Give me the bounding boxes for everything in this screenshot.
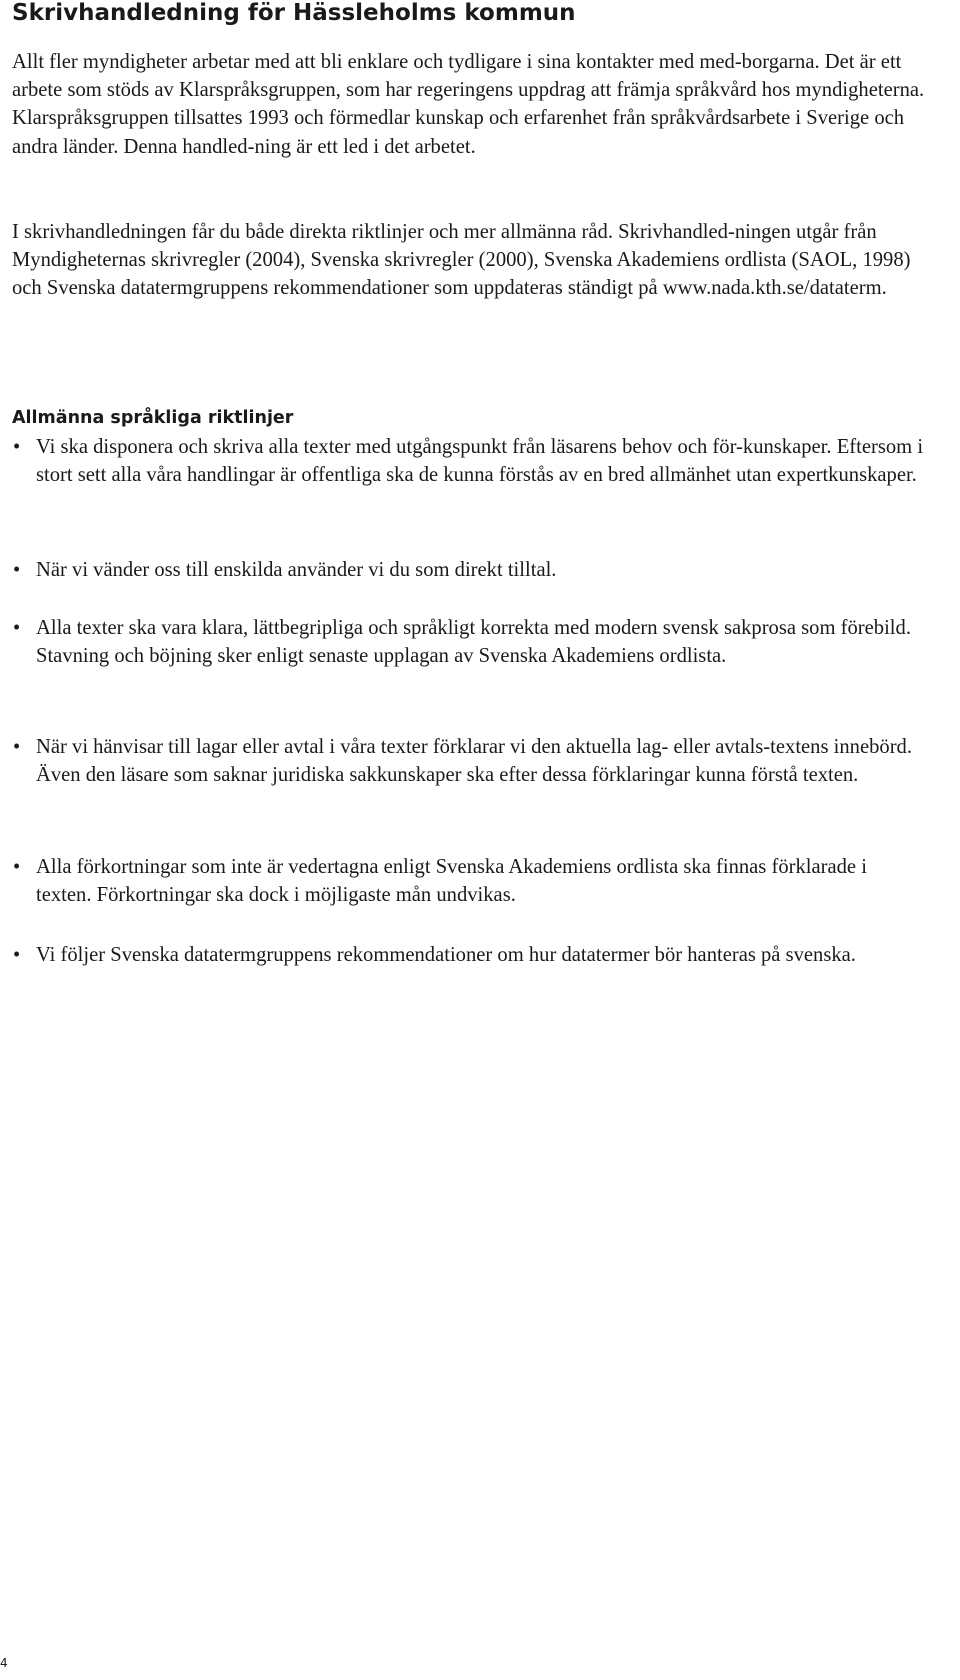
intro-paragraph-1: Allt fler myndigheter arbetar med att bli enklare och tydligare i sina kontakter med med-borgarna. Det är ett arbete som stöds av Klarspråksgruppen, som har regeringens uppdrag att främja språkvård hos myndigheterna. Klarspråksgruppen tillsattes 1993 och förmedlar kunskap och erfarenhet från språkvårdsarbete i Sverige och andra länder. Denna handled-ning är ett led i det arbetet. — [12, 51, 925, 158]
list-item — [12, 614, 927, 670]
bullet-icon: • — [13, 944, 21, 966]
list-item — [12, 853, 927, 909]
list-item-text: När vi vänder oss till enskilda använder vi du som direkt tilltal. — [36, 559, 557, 581]
bullet-icon: • — [13, 856, 21, 878]
page-number: 4 — [0, 1656, 8, 1670]
list-item — [12, 433, 927, 489]
list-item-text: Alla texter ska vara klara, lättbegripliga och språkligt korrekta med modern svensk sakprosa som förebild. Stavning och böjning sker enligt senaste upplagan av Svenska Akademiens ordlista. — [36, 617, 911, 668]
bullet-icon: • — [13, 617, 21, 639]
list-item-text: När vi hänvisar till lagar eller avtal i våra texter förklarar vi den aktuella lag- eller avtals-textens innebörd. Även den läsare som saknar juridiska sakkunskaper ska efter dessa förklaringar kunna förstå texten. — [36, 736, 912, 787]
list-item — [12, 733, 927, 789]
bullet-icon: • — [13, 736, 21, 758]
bullet-icon: • — [13, 559, 21, 581]
page-title: Skrivhandledning för Hässleholms kommun — [12, 0, 576, 26]
bullet-icon: • — [13, 436, 21, 458]
list-item — [12, 941, 927, 969]
list-item-text: Vi ska disponera och skriva alla texter med utgångspunkt från läsarens behov och för-kunskaper. Eftersom i stort sett alla våra handlingar är offentliga ska de kunna förstås av en bred allmänhet utan expertkunskaper. — [36, 436, 924, 487]
list-item-text: Vi följer Svenska datatermgruppens rekommendationer om hur datatermer bör hanteras på svenska. — [36, 944, 856, 966]
intro-paragraph-2: I skrivhandledningen får du både direkta riktlinjer och mer allmänna råd. Skrivhandled-ningen utgår från Myndigheternas skrivregler (2004), Svenska skrivregler (2000), Svenska Akademiens ordlista (SAOL, 1998) och Svenska datatermgruppens rekommendationer som uppdateras ständigt på www.nada.kth.se/dataterm. — [12, 221, 911, 300]
list-item-text: Alla förkortningar som inte är vedertagna enligt Svenska Akademiens ordlista ska finnas förklarade i texten. Förkortningar ska dock i möjligaste mån undvikas. — [36, 856, 867, 907]
list-item — [12, 556, 927, 584]
section-heading: Allmänna språkliga riktlinjer — [12, 408, 294, 428]
